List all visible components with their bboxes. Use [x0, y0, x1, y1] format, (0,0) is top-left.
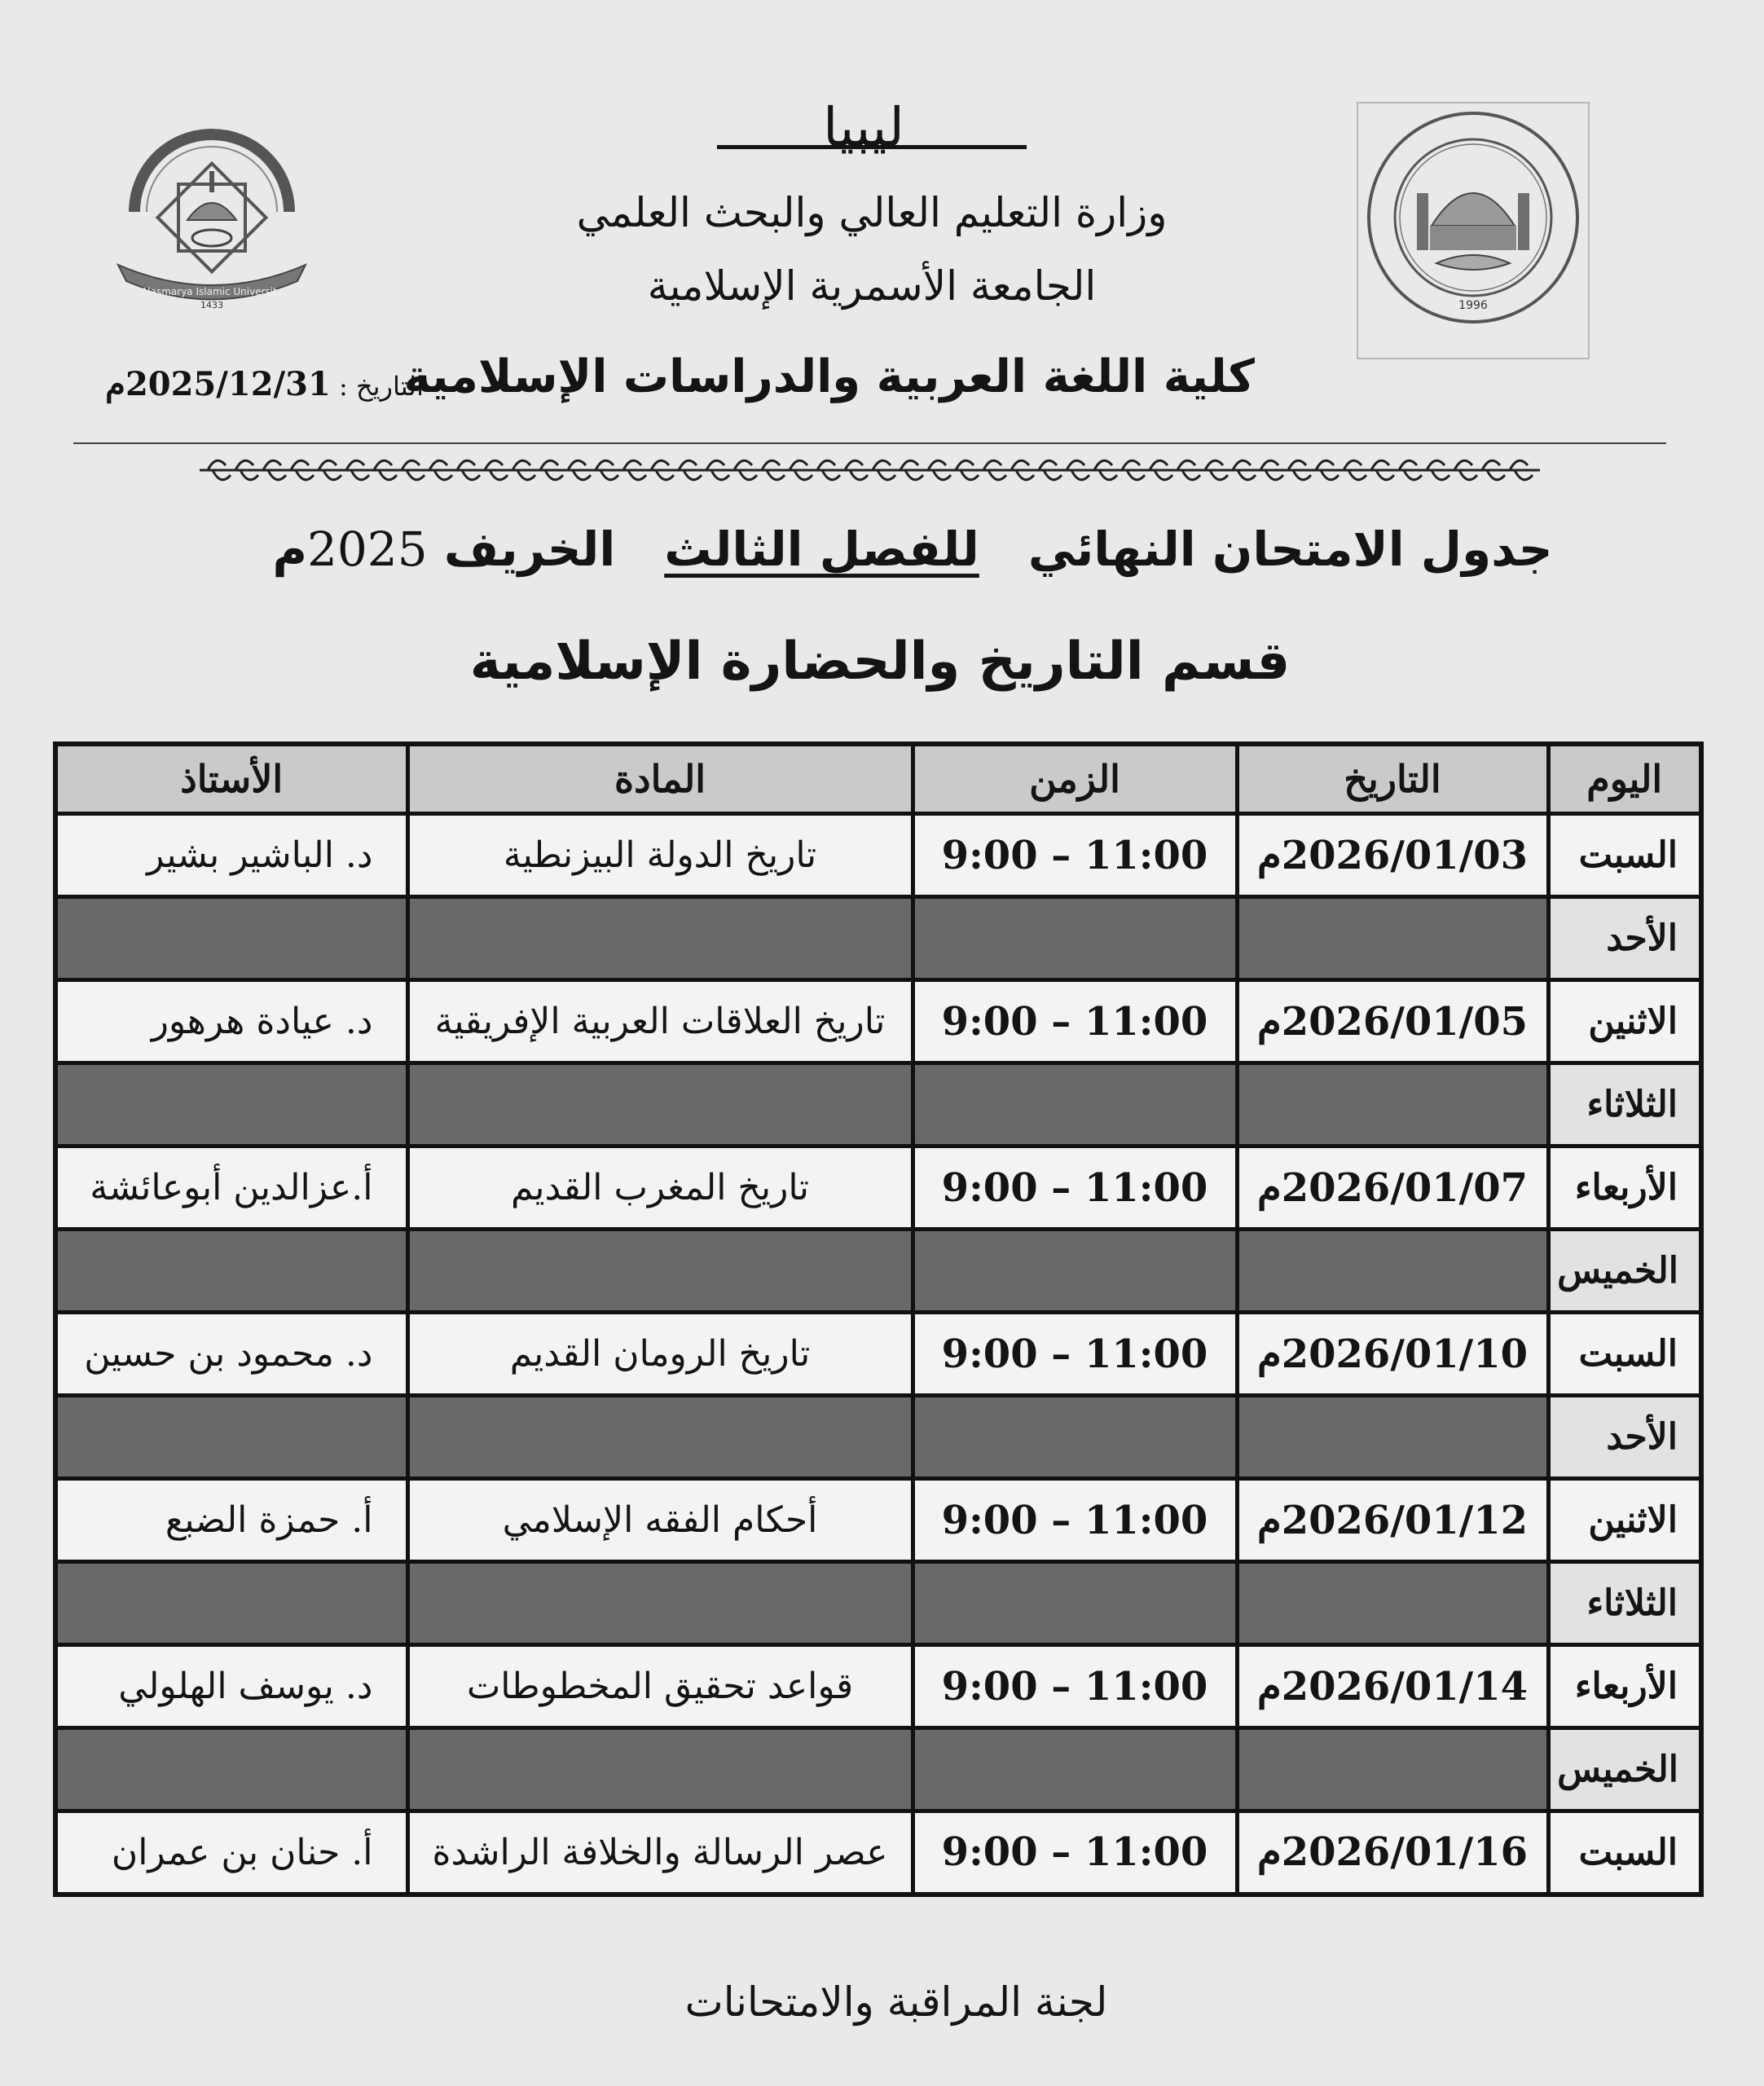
cell-subject: تاريخ الرومان القديم	[407, 1313, 913, 1396]
cell-subject	[407, 1728, 913, 1811]
country-underline	[717, 145, 1027, 149]
table-header-row	[55, 744, 1701, 814]
issue-date-value: 2025/12/31م	[105, 365, 331, 403]
cell-subject	[407, 897, 913, 980]
cell-professor	[55, 1728, 407, 1811]
issue-date	[105, 365, 424, 403]
cell-professor: أ. حمزة الضبع	[55, 1479, 407, 1562]
cell-time	[913, 897, 1237, 980]
header-divider	[73, 442, 1666, 444]
cell-date: 2026/01/10م	[1237, 1313, 1548, 1396]
cell-professor: د. يوسف الهلولي	[55, 1645, 407, 1728]
cell-date	[1237, 1728, 1548, 1811]
table-row	[55, 1562, 1701, 1645]
cell-subject	[407, 1230, 913, 1313]
college-seal-frame	[1357, 102, 1590, 359]
table-row	[55, 1313, 1701, 1396]
cell-time	[913, 1728, 1237, 1811]
university-logo	[102, 114, 322, 310]
committee-signature: لجنة المراقبة والامتحانات	[684, 1978, 1108, 2026]
cell-time: 9:00 – 11:00	[913, 1645, 1237, 1728]
table-row	[55, 1811, 1701, 1895]
cell-time	[913, 1230, 1237, 1313]
cell-time	[913, 1562, 1237, 1645]
cell-subject: أحكام الفقه الإسلامي	[407, 1479, 913, 1562]
cell-day: الأحد	[1548, 1396, 1701, 1479]
college-seal-year: 1996	[1458, 299, 1488, 312]
cell-professor: أ. حنان بن عمران	[55, 1811, 407, 1895]
cell-time: 9:00 – 11:00	[913, 1146, 1237, 1230]
cell-day: الثلاثاء	[1548, 1562, 1701, 1645]
cell-subject: تاريخ العلاقات العربية الإفريقية	[407, 980, 913, 1063]
university-logo-icon	[102, 114, 322, 310]
cell-time: 9:00 – 11:00	[913, 1479, 1237, 1562]
cell-day: الخميس	[1548, 1728, 1701, 1811]
exam-title-main: جدول الامتحان النهائي	[1027, 522, 1553, 577]
table-row	[55, 1146, 1701, 1230]
table-row	[55, 1479, 1701, 1562]
cell-subject: قواعد تحقيق المخطوطات	[407, 1645, 913, 1728]
cell-professor	[55, 1230, 407, 1313]
table-row	[55, 1645, 1701, 1728]
cell-subject	[407, 1562, 913, 1645]
cell-day: الأربعاء	[1548, 1146, 1701, 1230]
exam-title	[244, 522, 1581, 577]
cell-date: 2026/01/14م	[1237, 1645, 1548, 1728]
cell-time: 9:00 – 11:00	[913, 1313, 1237, 1396]
cell-date: 2026/01/12م	[1237, 1479, 1548, 1562]
cell-day: السبت	[1548, 1313, 1701, 1396]
exam-title-year: 2025	[307, 522, 428, 577]
cell-subject: عصر الرسالة والخلافة الراشدة	[407, 1811, 913, 1895]
country-name: ليبيا	[823, 96, 904, 159]
cell-date: 2026/01/03م	[1237, 814, 1548, 897]
header-date: التاريخ	[1237, 744, 1548, 814]
cell-day: الثلاثاء	[1548, 1063, 1701, 1146]
cell-date: 2026/01/07م	[1237, 1146, 1548, 1230]
cell-time: 9:00 – 11:00	[913, 980, 1237, 1063]
cell-date: 2026/01/16م	[1237, 1811, 1548, 1895]
university-logo-year: 1433	[200, 300, 223, 310]
cell-day: السبت	[1548, 1811, 1701, 1895]
cell-day: الأحد	[1548, 897, 1701, 980]
university-logo-caption: Alasmarya Islamic University	[141, 286, 283, 297]
ornament-divider-icon	[200, 451, 1540, 490]
issue-date-label: التاريخ :	[338, 371, 424, 402]
ministry-name: وزارة التعليم العالي والبحث العلمي	[576, 189, 1168, 236]
cell-time	[913, 1396, 1237, 1479]
table-row	[55, 814, 1701, 897]
table-row	[55, 1396, 1701, 1479]
cell-date	[1237, 1230, 1548, 1313]
cell-time: 9:00 – 11:00	[913, 814, 1237, 897]
cell-professor: د. عيادة هرهور	[55, 980, 407, 1063]
exam-title-semester: للفصل الثالث	[664, 522, 979, 577]
university-name: الجامعة الأسمرية الإسلامية	[647, 262, 1097, 310]
cell-day: الاثنين	[1548, 1479, 1701, 1562]
table-row	[55, 980, 1701, 1063]
cell-professor	[55, 897, 407, 980]
cell-day: السبت	[1548, 814, 1701, 897]
cell-professor: أ.عزالدين أبوعائشة	[55, 1146, 407, 1230]
cell-day: الأربعاء	[1548, 1645, 1701, 1728]
header-time: الزمن	[913, 744, 1237, 814]
cell-date	[1237, 897, 1548, 980]
cell-date: 2026/01/05م	[1237, 980, 1548, 1063]
college-seal-icon	[1358, 103, 1588, 358]
header-professor: الأستاذ	[55, 744, 407, 814]
cell-professor: د. الباشير بشير	[55, 814, 407, 897]
cell-date	[1237, 1396, 1548, 1479]
department-title: قسم التاريخ والحضارة الإسلامية	[469, 632, 1291, 692]
college-name: كلية اللغة العربية والدراسات الإسلامية	[403, 350, 1255, 403]
cell-subject: تاريخ المغرب القديم	[407, 1146, 913, 1230]
cell-professor	[55, 1562, 407, 1645]
cell-time: 9:00 – 11:00	[913, 1811, 1237, 1895]
cell-date	[1237, 1063, 1548, 1146]
cell-date	[1237, 1562, 1548, 1645]
exam-title-season: الخريف	[443, 522, 616, 577]
cell-day: الخميس	[1548, 1230, 1701, 1313]
table-row	[55, 1063, 1701, 1146]
header-subject: المادة	[407, 744, 913, 814]
cell-professor	[55, 1396, 407, 1479]
cell-time	[913, 1063, 1237, 1146]
cell-professor: د. محمود بن حسين	[55, 1313, 407, 1396]
cell-professor	[55, 1063, 407, 1146]
table-row	[55, 1728, 1701, 1811]
exam-title-suffix: م	[272, 522, 307, 577]
cell-subject	[407, 1063, 913, 1146]
cell-day: الاثنين	[1548, 980, 1701, 1063]
header-day: اليوم	[1548, 744, 1701, 814]
table-row	[55, 897, 1701, 980]
cell-subject	[407, 1396, 913, 1479]
cell-subject: تاريخ الدولة البيزنطية	[407, 814, 913, 897]
exam-schedule-table	[53, 742, 1704, 1897]
table-row	[55, 1230, 1701, 1313]
